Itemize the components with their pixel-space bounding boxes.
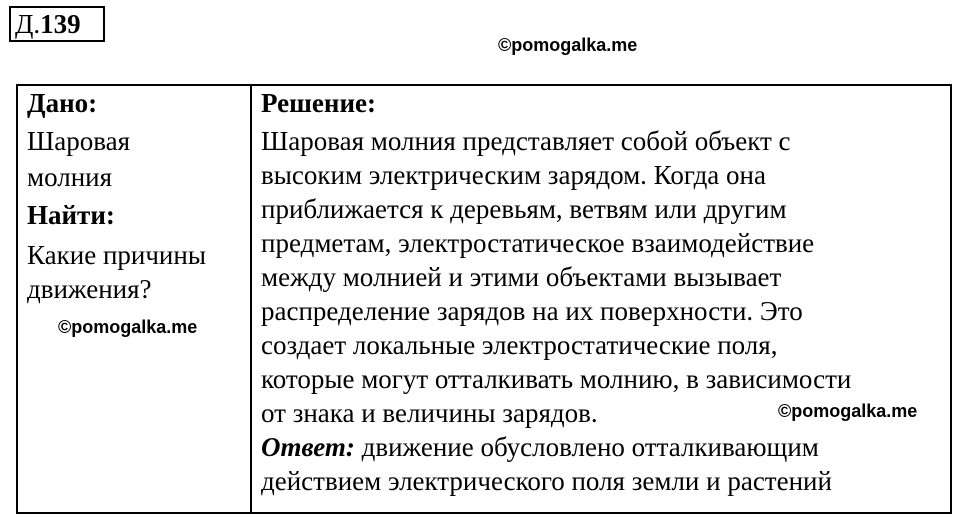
answer-label: Ответ: <box>261 432 355 462</box>
problem-number: 139 <box>40 9 81 39</box>
solution-line-3: приближается к деревьям, ветвям или другим <box>261 194 787 224</box>
given-column <box>27 86 247 306</box>
problem-number-badge <box>9 6 105 42</box>
given-heading: Дано: <box>27 88 98 118</box>
watermark-right: ©pomogalka.me <box>778 401 918 421</box>
given-line-1: Шаровая <box>27 126 131 156</box>
watermark-top: ©pomogalka.me <box>498 35 638 55</box>
solution-line-2: высоким электрическим зарядом. Когда она <box>261 160 766 190</box>
solution-line-1: Шаровая молния представляет собой объект с <box>261 126 791 156</box>
find-line-2: движения? <box>27 274 152 304</box>
solution-line-6: распределение зарядов на их поверхности. Это <box>261 296 803 326</box>
find-line-1: Какие причины <box>27 240 206 270</box>
solution-line-5: между молнией и этими объектами вызывает <box>261 262 782 292</box>
answer-text-1: движение обусловлено отталкивающим <box>354 432 819 462</box>
solution-column <box>261 86 951 498</box>
answer-line-1 <box>261 430 951 464</box>
find-heading: Найти: <box>27 200 115 230</box>
solution-line-7: создает локальные электростатические поля, <box>261 330 778 360</box>
solution-line-9: от знака и величины зарядов. <box>261 398 598 428</box>
solution-heading: Решение: <box>261 88 376 118</box>
problem-prefix: Д. <box>15 9 41 39</box>
watermark-left: ©pomogalka.me <box>58 317 198 337</box>
solution-line-8: которые могут отталкивать молнию, в зависимости <box>261 364 852 394</box>
given-line-2: молния <box>27 162 113 192</box>
solution-line-4: предметам, электростатическое взаимодействие <box>261 228 815 258</box>
column-divider <box>250 84 252 514</box>
answer-line-2: действием электрического поля земли и растений <box>261 466 832 496</box>
